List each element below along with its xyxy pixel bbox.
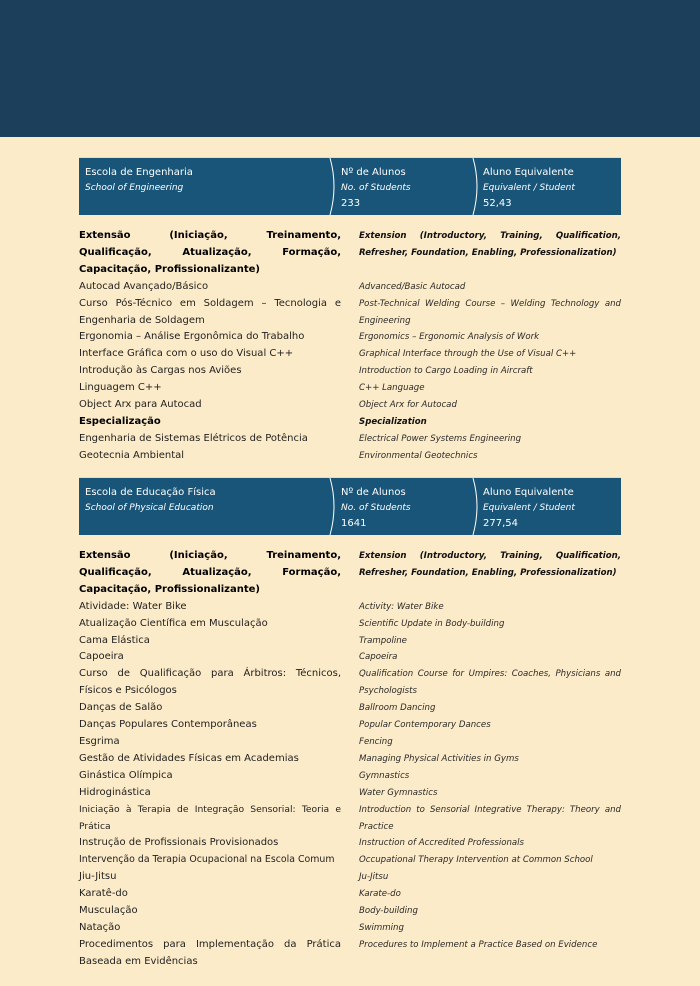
course-en: Capoeira	[359, 652, 398, 663]
course-pt: Musculação	[79, 905, 138, 917]
list-item-heading	[79, 228, 621, 279]
course-pt: Extensão (Iniciação, Treinamento, Qualificação, Atualização, Formação, Capacitação, Profissionalizante)	[79, 550, 341, 595]
course-en: Environmental Geotechnics	[359, 450, 478, 461]
course-list	[79, 548, 621, 971]
list-item	[79, 666, 621, 700]
course-pt: Karatê-do	[79, 888, 128, 900]
top-color-band	[0, 0, 700, 137]
list-item	[79, 616, 621, 633]
course-en: Scientific Update in Body-building	[359, 618, 505, 629]
list-item	[79, 633, 621, 650]
course-en: Object Arx for Autocad	[359, 400, 457, 411]
list-item	[79, 346, 621, 363]
course-pt: Atividade: Water Bike	[79, 600, 187, 612]
course-en: Karate-do	[359, 889, 401, 900]
list-item	[79, 599, 621, 616]
header-equivalent	[483, 485, 575, 531]
course-pt: Natação	[79, 921, 121, 933]
course-en: Managing Physical Activities in Gyms	[359, 753, 519, 764]
course-pt: Esgrima	[79, 735, 120, 747]
header-students	[341, 485, 411, 531]
course-en: Popular Contemporary Dances	[359, 720, 491, 731]
course-en: Water Gymnastics	[359, 787, 438, 798]
equivalent-label-pt: Aluno Equivalente	[483, 167, 574, 178]
list-item	[79, 903, 621, 920]
school-name-pt: Escola de Engenharia	[85, 167, 193, 178]
course-pt: Autocad Avançado/Básico	[79, 280, 209, 292]
course-en: Specialization	[359, 416, 427, 427]
course-pt: Jiu-Jitsu	[79, 871, 117, 883]
list-item	[79, 380, 621, 397]
course-pt: Curso de Qualificação para Árbitros: Técnicos, Físicos e Psicólogos	[79, 668, 341, 697]
course-en: Post-Technical Welding Course – Welding Technology and Engineering	[359, 298, 621, 326]
course-list	[79, 228, 621, 465]
list-item-heading	[79, 548, 621, 599]
list-item	[79, 852, 621, 869]
header-divider	[472, 478, 482, 535]
students-label-en: No. of Students	[341, 183, 411, 193]
list-item	[79, 363, 621, 380]
course-pt: Linguagem C++	[79, 382, 162, 394]
students-label-pt: Nº de Alunos	[341, 487, 406, 498]
students-label-en: No. of Students	[341, 503, 411, 513]
equivalent-label-en: Equivalent / Student	[483, 503, 575, 513]
course-pt: Object Arx para Autocad	[79, 399, 202, 411]
list-item	[79, 296, 621, 330]
header-divider	[329, 158, 339, 215]
course-en: Electrical Power Systems Engineering	[359, 433, 522, 444]
course-pt: Ginástica Olímpica	[79, 769, 173, 781]
list-item	[79, 717, 621, 734]
course-pt: Capoeira	[79, 651, 124, 663]
list-item	[79, 279, 621, 296]
course-en: Occupational Therapy Intervention at Common School	[359, 855, 593, 866]
course-pt: Introdução às Cargas nos Aviões	[79, 365, 242, 377]
course-pt: Intervenção da Terapia Ocupacional na Escola Comum	[79, 854, 335, 866]
course-pt: Iniciação à Terapia de Integração Sensorial: Teoria e Prática	[79, 803, 341, 832]
course-pt: Interface Gráfica com o uso do Visual C++	[79, 348, 294, 360]
course-pt: Extensão (Iniciação, Treinamento, Qualificação, Atualização, Formação, Capacitação, Profissionalizante)	[79, 230, 341, 275]
course-pt: Danças Populares Contemporâneas	[79, 719, 257, 731]
course-en: Procedures to Implement a Practice Based on Evidence	[359, 939, 598, 950]
school-name-en: School of Engineering	[85, 183, 184, 193]
course-en: Graphical Interface through the Use of Visual C++	[359, 349, 577, 360]
course-en: Gymnastics	[359, 770, 410, 781]
course-en: Swimming	[359, 922, 404, 933]
equivalent-label-pt: Aluno Equivalente	[483, 487, 574, 498]
course-en: Advanced/Basic Autocad	[359, 281, 466, 292]
course-pt: Gestão de Atividades Físicas em Academias	[79, 752, 299, 764]
header-divider	[472, 158, 482, 215]
list-item	[79, 734, 621, 751]
list-item	[79, 920, 621, 937]
course-pt: Geotecnia Ambiental	[79, 449, 185, 461]
course-en: Ju-Jitsu	[359, 872, 389, 883]
course-en: Activity: Water Bike	[359, 601, 444, 612]
course-pt: Engenharia de Sistemas Elétricos de Potência	[79, 432, 308, 444]
list-item	[79, 802, 621, 836]
school-name-en: School of Physical Education	[85, 503, 214, 513]
list-item	[79, 785, 621, 802]
section-header	[79, 157, 621, 215]
students-value: 233	[341, 198, 361, 209]
course-en: Fencing	[359, 736, 393, 747]
header-school	[85, 165, 193, 196]
header-divider	[329, 478, 339, 535]
students-value: 1641	[341, 518, 367, 529]
list-item	[79, 397, 621, 414]
course-pt: Atualização Científica em Musculação	[79, 617, 268, 629]
header-equivalent	[483, 165, 575, 211]
course-pt: Hidroginástica	[79, 786, 151, 798]
list-item	[79, 448, 621, 465]
list-item	[79, 329, 621, 346]
list-item	[79, 937, 621, 971]
course-en: Body-building	[359, 906, 418, 917]
course-en: Extension (Introductory, Training, Qualification, Refresher, Foundation, Enabling, Professionalization)	[359, 551, 621, 578]
course-en: Ergonomics – Ergonomic Analysis of Work	[359, 332, 540, 343]
list-item	[79, 700, 621, 717]
header-students	[341, 165, 411, 211]
section-physical-education	[79, 477, 621, 971]
list-item	[79, 835, 621, 852]
list-item	[79, 431, 621, 448]
course-pt: Especialização	[79, 415, 161, 427]
course-pt: Curso Pós-Técnico em Soldagem – Tecnologia e Engenharia de Soldagem	[79, 297, 341, 326]
course-en: Introduction to Sensorial Integrative Therapy: Theory and Practice	[359, 804, 621, 832]
course-en: Extension (Introductory, Training, Qualification, Refresher, Foundation, Enabling, Professionalization)	[359, 231, 621, 258]
equivalent-value: 52,43	[483, 198, 512, 209]
list-item	[79, 751, 621, 768]
course-pt: Ergonomia – Análise Ergonômica do Trabalho	[79, 331, 305, 343]
school-name-pt: Escola de Educação Física	[85, 487, 216, 498]
list-item	[79, 649, 621, 666]
list-item-heading	[79, 414, 621, 431]
equivalent-label-en: Equivalent / Student	[483, 183, 575, 193]
course-en: Qualification Course for Umpires: Coaches, Physicians and Psychologists	[359, 669, 621, 697]
header-school	[85, 485, 216, 516]
course-pt: Procedimentos para Implementação da Prática Baseada em Evidências	[79, 938, 341, 967]
course-pt: Cama Elástica	[79, 634, 150, 646]
course-en: Ballroom Dancing	[359, 703, 436, 714]
section-header	[79, 477, 621, 535]
equivalent-value: 277,54	[483, 518, 518, 529]
course-en: C++ Language	[359, 383, 425, 394]
list-item	[79, 869, 621, 886]
course-en: Instruction of Accredited Professionals	[359, 838, 525, 849]
students-label-pt: Nº de Alunos	[341, 167, 406, 178]
course-en: Introduction to Cargo Loading in Aircraft	[359, 366, 533, 377]
list-item	[79, 886, 621, 903]
list-item	[79, 768, 621, 785]
section-engineering	[79, 157, 621, 465]
course-en: Trampoline	[359, 635, 407, 646]
course-pt: Danças de Salão	[79, 702, 163, 714]
course-pt: Instrução de Profissionais Provisionados	[79, 837, 279, 849]
